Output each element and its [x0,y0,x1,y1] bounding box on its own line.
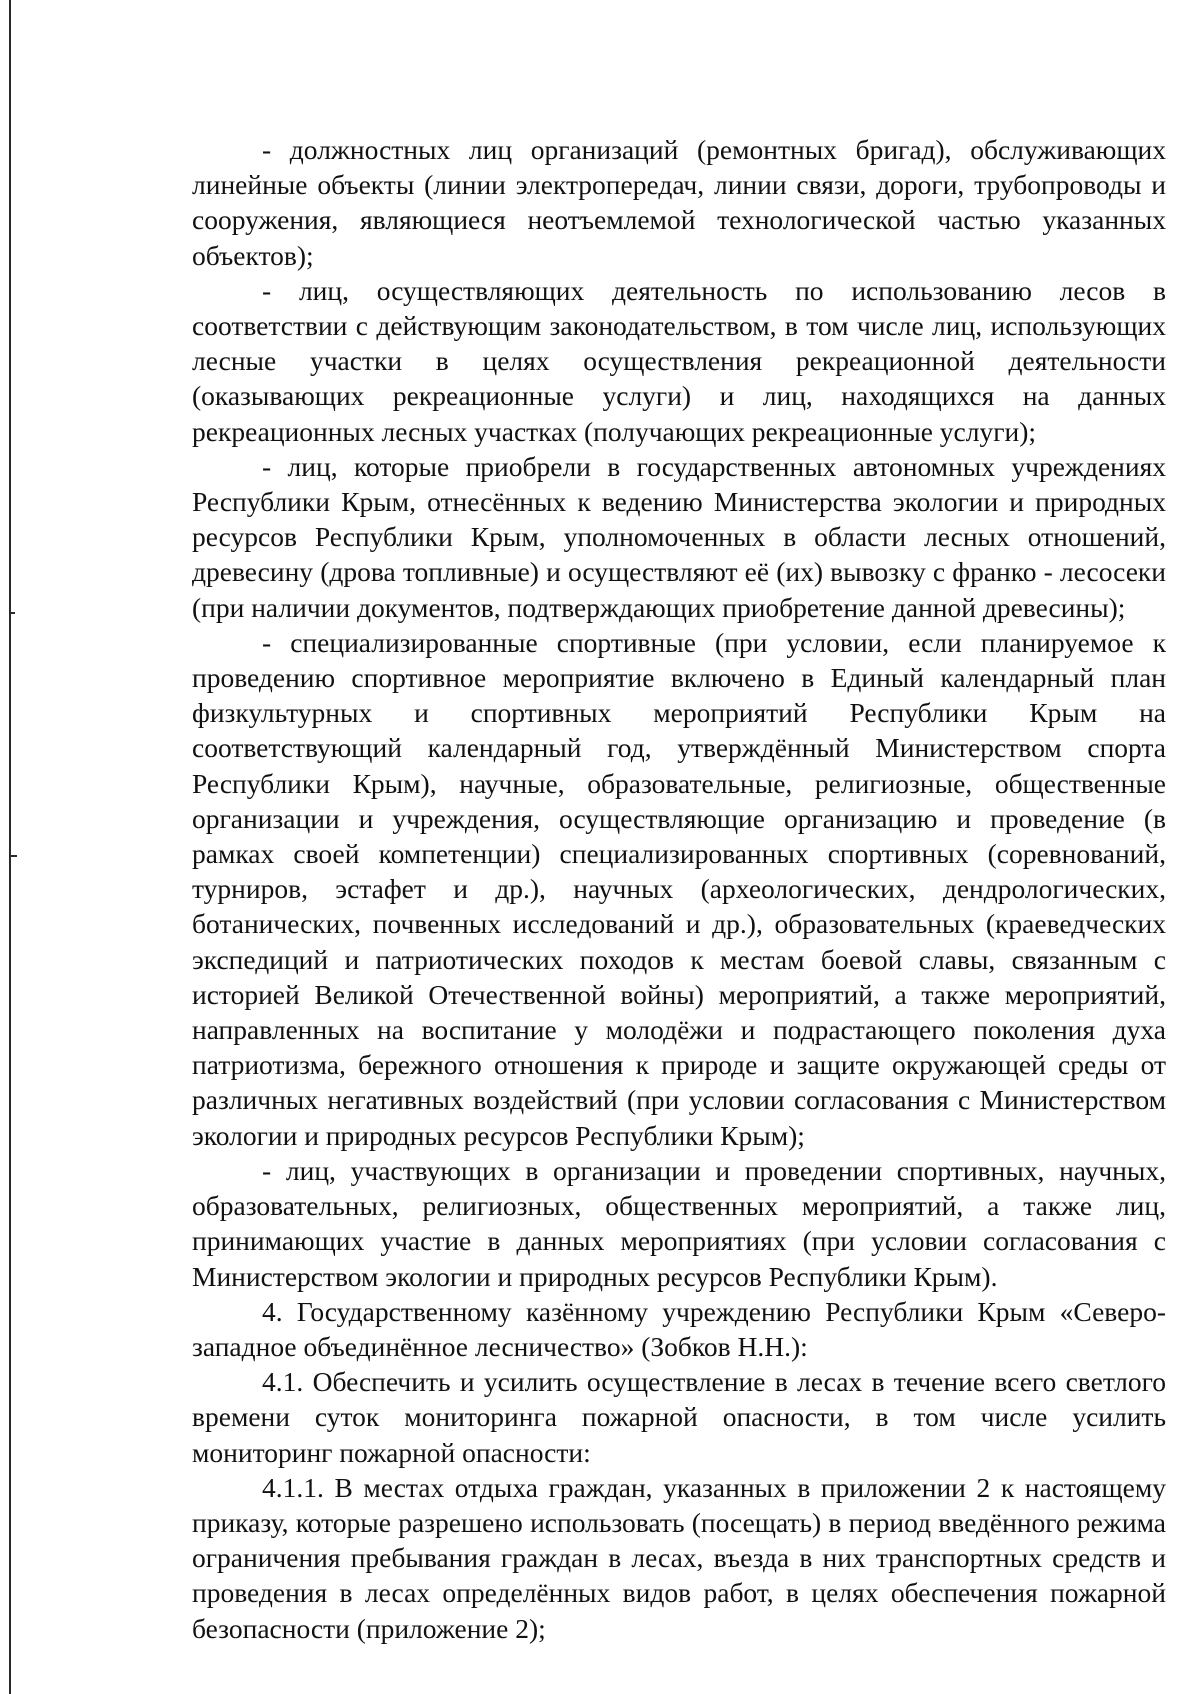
scan-border-line [9,0,11,1694]
paragraph-item-4: 4. Государственному казённому учреждению Республики Крым «Северо-западное объединённое лесничество» (Зобков Н.Н.): [192,1295,1166,1362]
paragraph-item-4-1-1: 4.1.1. В местах отдыха граждан, указанных в приложении 2 к настоящему приказу, которые разрешено использовать (посещать) в период введённого режима ограничения пребывания граждан в лесах, въезда в них транспортных средств и проведения в лесах определённых видов работ, в целях обеспечения пожарной безопасности (приложение 2); [192,1471,1166,1644]
paragraph-specialized-organizations: - специализированные спортивные (при условии, если планируемое к проведению спортивное мероприятие включено в Единый календарный план физкультурных и спортивных мероприятий Республики Крым на соответствующий календарный год, утверждённый Министерством спорта Республики Крым), научные, образовательные, религиозные, общественные организации и учреждения, осуществляющие организацию и проведение (в рамках своей компетенции) специализированных спортивных (соревнований, турниров, эстафет и др.), научных (археологических, дендрологических, ботанических, почвенных исследований и др.), образовательных (краеведческих экспедиций и патриотических походов к местам боевой славы, связанным с историей Великой Отечественной войны) мероприятий, а также мероприятий, направленных на воспитание у молодёжи и подрастающего поколения духа патриотизма, бережного отношения к природе и защите окружающей среды от различных негативных воздействий (при условии согласования с Министерством экологии и природных ресурсов Республики Крым); [192,626,1166,1151]
paragraph-officials-repair-crews: - должностных лиц организаций (ремонтных бригад), обслуживающих линейные объекты (линии электропередач, линии связи, дороги, трубопроводы и сооружения, являющиеся неотъемлемой технологической частью указанных объектов); [192,134,1166,271]
scan-mark [11,612,15,614]
paragraph-item-4-1: 4.1. Обеспечить и усилить осуществление в лесах в течение всего светлого времени суток мониторинга пожарной опасности, в том числе усилить мониторинг пожарной опасности: [192,1366,1166,1468]
scan-mark [11,855,17,857]
paragraph-forest-users: - лиц, осуществляющих деятельность по использованию лесов в соответствии с действующим законодательством, в том числе лиц, использующих лесные участки в целях осуществления рекреационной деятельности (оказывающих рекреационные услуги) и лиц, находящихся на данных рекреационных лесных участках (получающих рекреационные услуги); [192,274,1166,447]
paragraph-firewood-buyers: - лиц, которые приобрели в государственных автономных учреждениях Республики Крым, отнесённых к ведению Министерства экологии и природных ресурсов Республики Крым, уполномоченных в области лесных отношений, древесину (дрова топливные) и осуществляют её (их) вывозку с франко - лесосеки (при наличии документов, подтверждающих приобретение данной древесины); [192,450,1166,623]
paragraph-event-participants: - лиц, участвующих в организации и проведении спортивных, научных, образовательных, религиозных, общественных мероприятий, а также лиц, принимающих участие в данных мероприятиях (при условии согласования с Министерством экологии и природных ресурсов Республики Крым). [192,1154,1166,1292]
document-body [192,132,1166,1646]
